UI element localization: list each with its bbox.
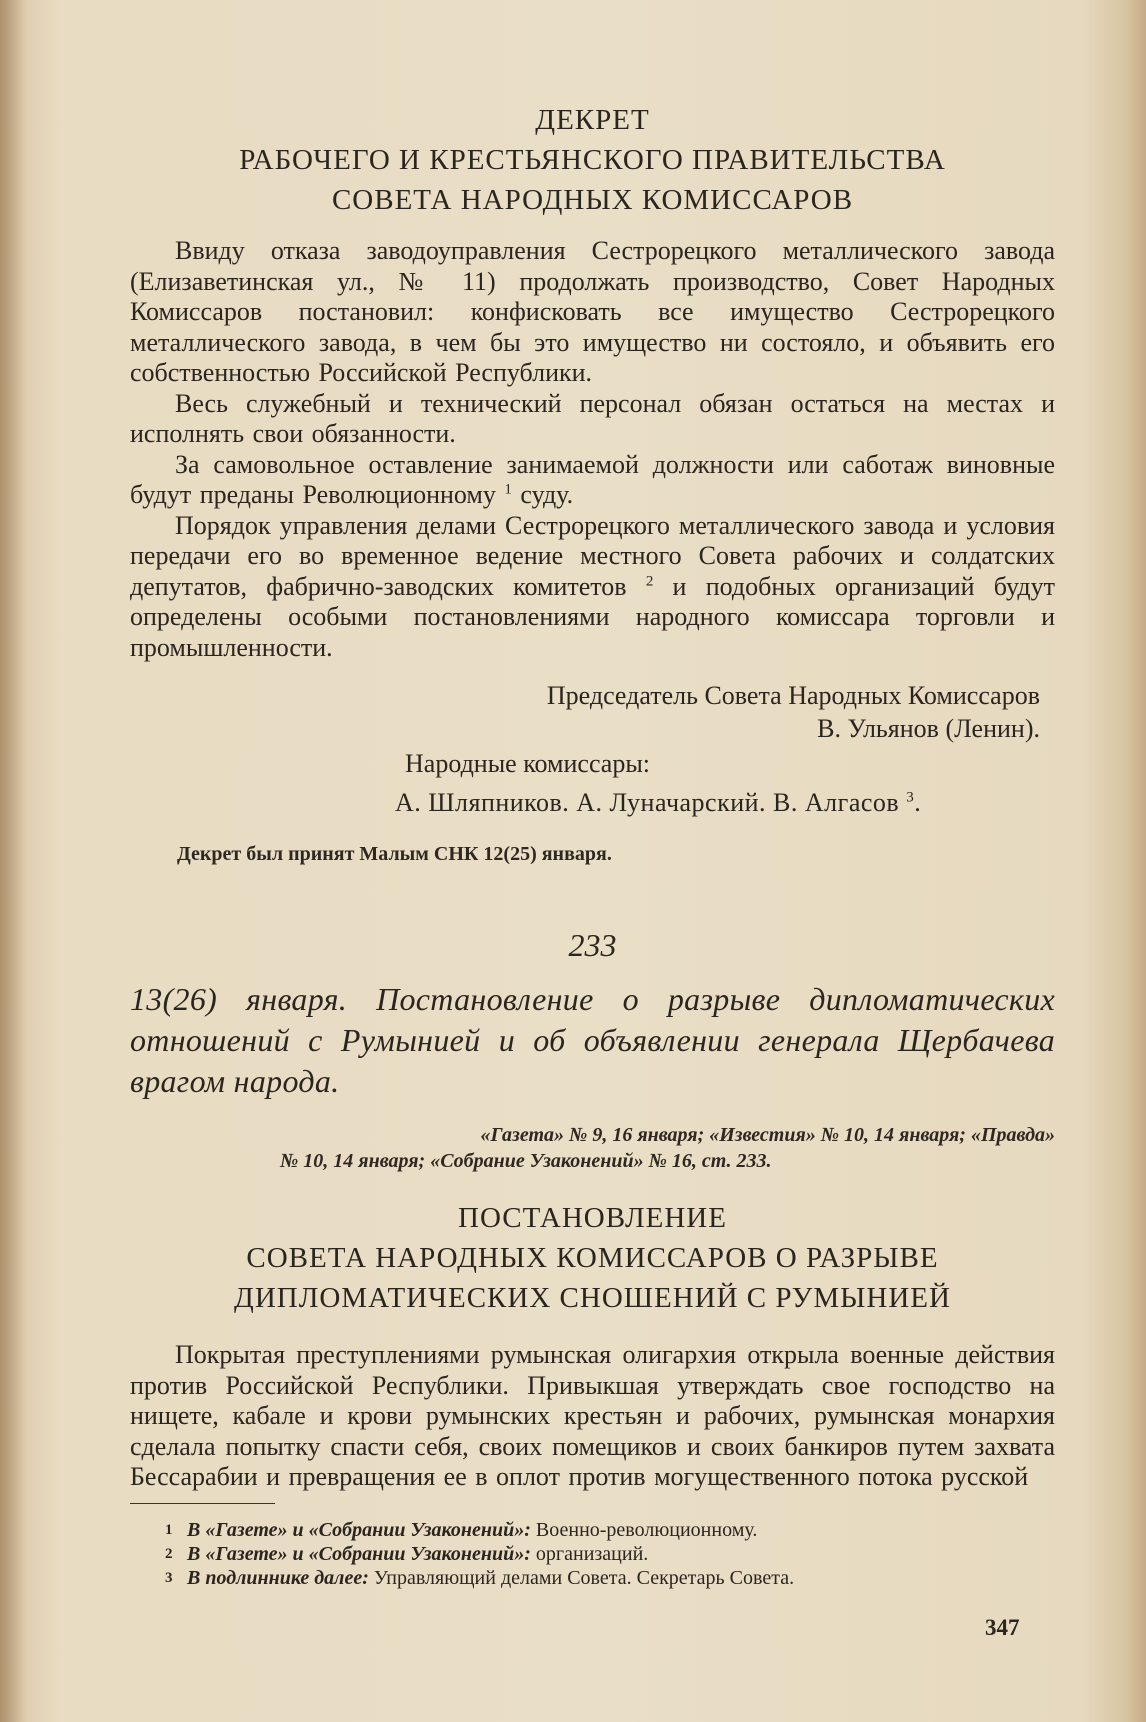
commissars-label: Народные комиссары: [405,749,651,778]
footnote-1-text: Военно-революционному. [530,1518,758,1541]
footnote-3 [165,1566,1055,1590]
sources-line-1: «Газета» № 9, 16 января; «Известия» № 10, 14 января; «Правда» [480,1124,1055,1146]
decree-paragraph-4-end: и подобных организаций будут определены особыми постановлениями народного комиссара торговли и промышленности. [130,571,1055,662]
spine-shadow [0,0,28,1722]
chair-title: Председатель Совета Народных Комиссаров [546,681,1040,710]
resolution-body [130,1340,1055,1493]
footnote-ref-3: 3 [906,789,915,806]
document-sources [130,1122,1055,1174]
decree-paragraph-4-text: Порядок управления делами Сестрорецкого металлического завода и условия передачи его во временное ведение местного Совета рабочих и солдатских депутатов, фабрично-заводских комитетов [130,510,1055,601]
commissars-signatures [395,785,1055,821]
decree-paragraph-3-end: суду. [511,480,574,509]
footnote-2-number: 2 [165,1545,173,1562]
decree-paragraph-2: Весь служебный и технический персонал обязан остаться на местах и исполнять свои обязанности. [130,388,1055,448]
resolution-title [130,1198,1055,1318]
footnote-2-source: В «Газете» и «Собрании Узаконений»: [187,1542,531,1565]
resolution-title-line-3: ДИПЛОМАТИЧЕСКИХ СНОШЕНИЙ С РУМЫНИЕЙ [234,1282,951,1314]
footnote-3-source: В подлиннике далее: [187,1566,369,1589]
decree-title-line-2: РАБОЧЕГО И КРЕСТЬЯНСКОГО ПРАВИТЕЛЬСТВА [239,144,946,176]
footnotes [165,1518,1055,1590]
decree-title-line-1: ДЕКРЕТ [535,104,650,136]
chair-name: В. Ульянов (Ленин). [817,714,1040,743]
resolution-title-line-2: СОВЕТА НАРОДНЫХ КОМИССАРОВ О РАЗРЫВЕ [246,1242,939,1274]
decree-paragraph-1: Ввиду отказа заводоуправления Сестрорецкого металлического завода (Елизаветинская ул., № 11) продолжать производство, Совет Народных Комиссаров постановил: конфисковать все имущество Сестрорецкого металлического завода, в чем бы это имущество ни состояло, и объявить его собственностью Российской Республики. [130,236,1055,387]
page-content [130,100,1055,1590]
footnote-1-number: 1 [165,1521,173,1538]
footnote-1 [165,1518,1055,1542]
footnote-2 [165,1542,1055,1566]
decree-paragraph-3-text: За самовольное оставление занимаемой должности или саботаж виновные будут преданы Революционному [130,449,1055,509]
resolution-title-line-1: ПОСТАНОВЛЕНИЕ [458,1202,727,1234]
decree-title [130,100,1055,220]
footnote-ref-1: 1 [504,481,512,498]
footnote-3-number: 3 [165,1569,173,1586]
footnote-divider [130,1503,275,1504]
decree-adoption-note: Декрет был принят Малым СНК 12(25) января. [177,843,612,865]
decree-paragraph-3 [130,450,1055,511]
footnote-2-text: организаций. [530,1542,649,1565]
document-heading: 13(26) января. Постановление о разрыве дипломатических отношений с Румынией и об объявлении генерала Щербачева врагом народа. [130,981,1055,1099]
decree-body [130,236,1055,663]
commissars-end: . [914,788,922,817]
commissars-names: А. Шляпников. А. Луначарский. В. Алгасов [395,788,900,817]
page-number: 347 [985,1615,1020,1640]
decree-paragraph-4 [130,511,1055,664]
footnote-ref-2: 2 [645,572,654,589]
footnote-1-source: В «Газете» и «Собрании Узаконений»: [187,1518,531,1541]
footnote-3-text: Управляющий делами Совета. Секретарь Совета. [368,1566,795,1589]
resolution-paragraph-1: Покрытая преступлениями румынская олигархия открыла военные действия против Российской Республики. Привыкшая утверждать свое господство на нищете, кабале и крови румынских крестьян и рабочих, румынская монархия сделала попытку спасти себя, своих помещиков и своих банкиров путем захвата Бессарабии и превращения ее в оплот против могущественного потока русской [130,1340,1055,1491]
decree-title-line-3: СОВЕТА НАРОДНЫХ КОМИССАРОВ [331,184,854,216]
document-number: 233 [568,927,617,963]
chair-signature [130,679,1055,745]
sources-line-2: № 10, 14 января; «Собрание Узаконений» № 16, ст. 233. [280,1150,772,1172]
